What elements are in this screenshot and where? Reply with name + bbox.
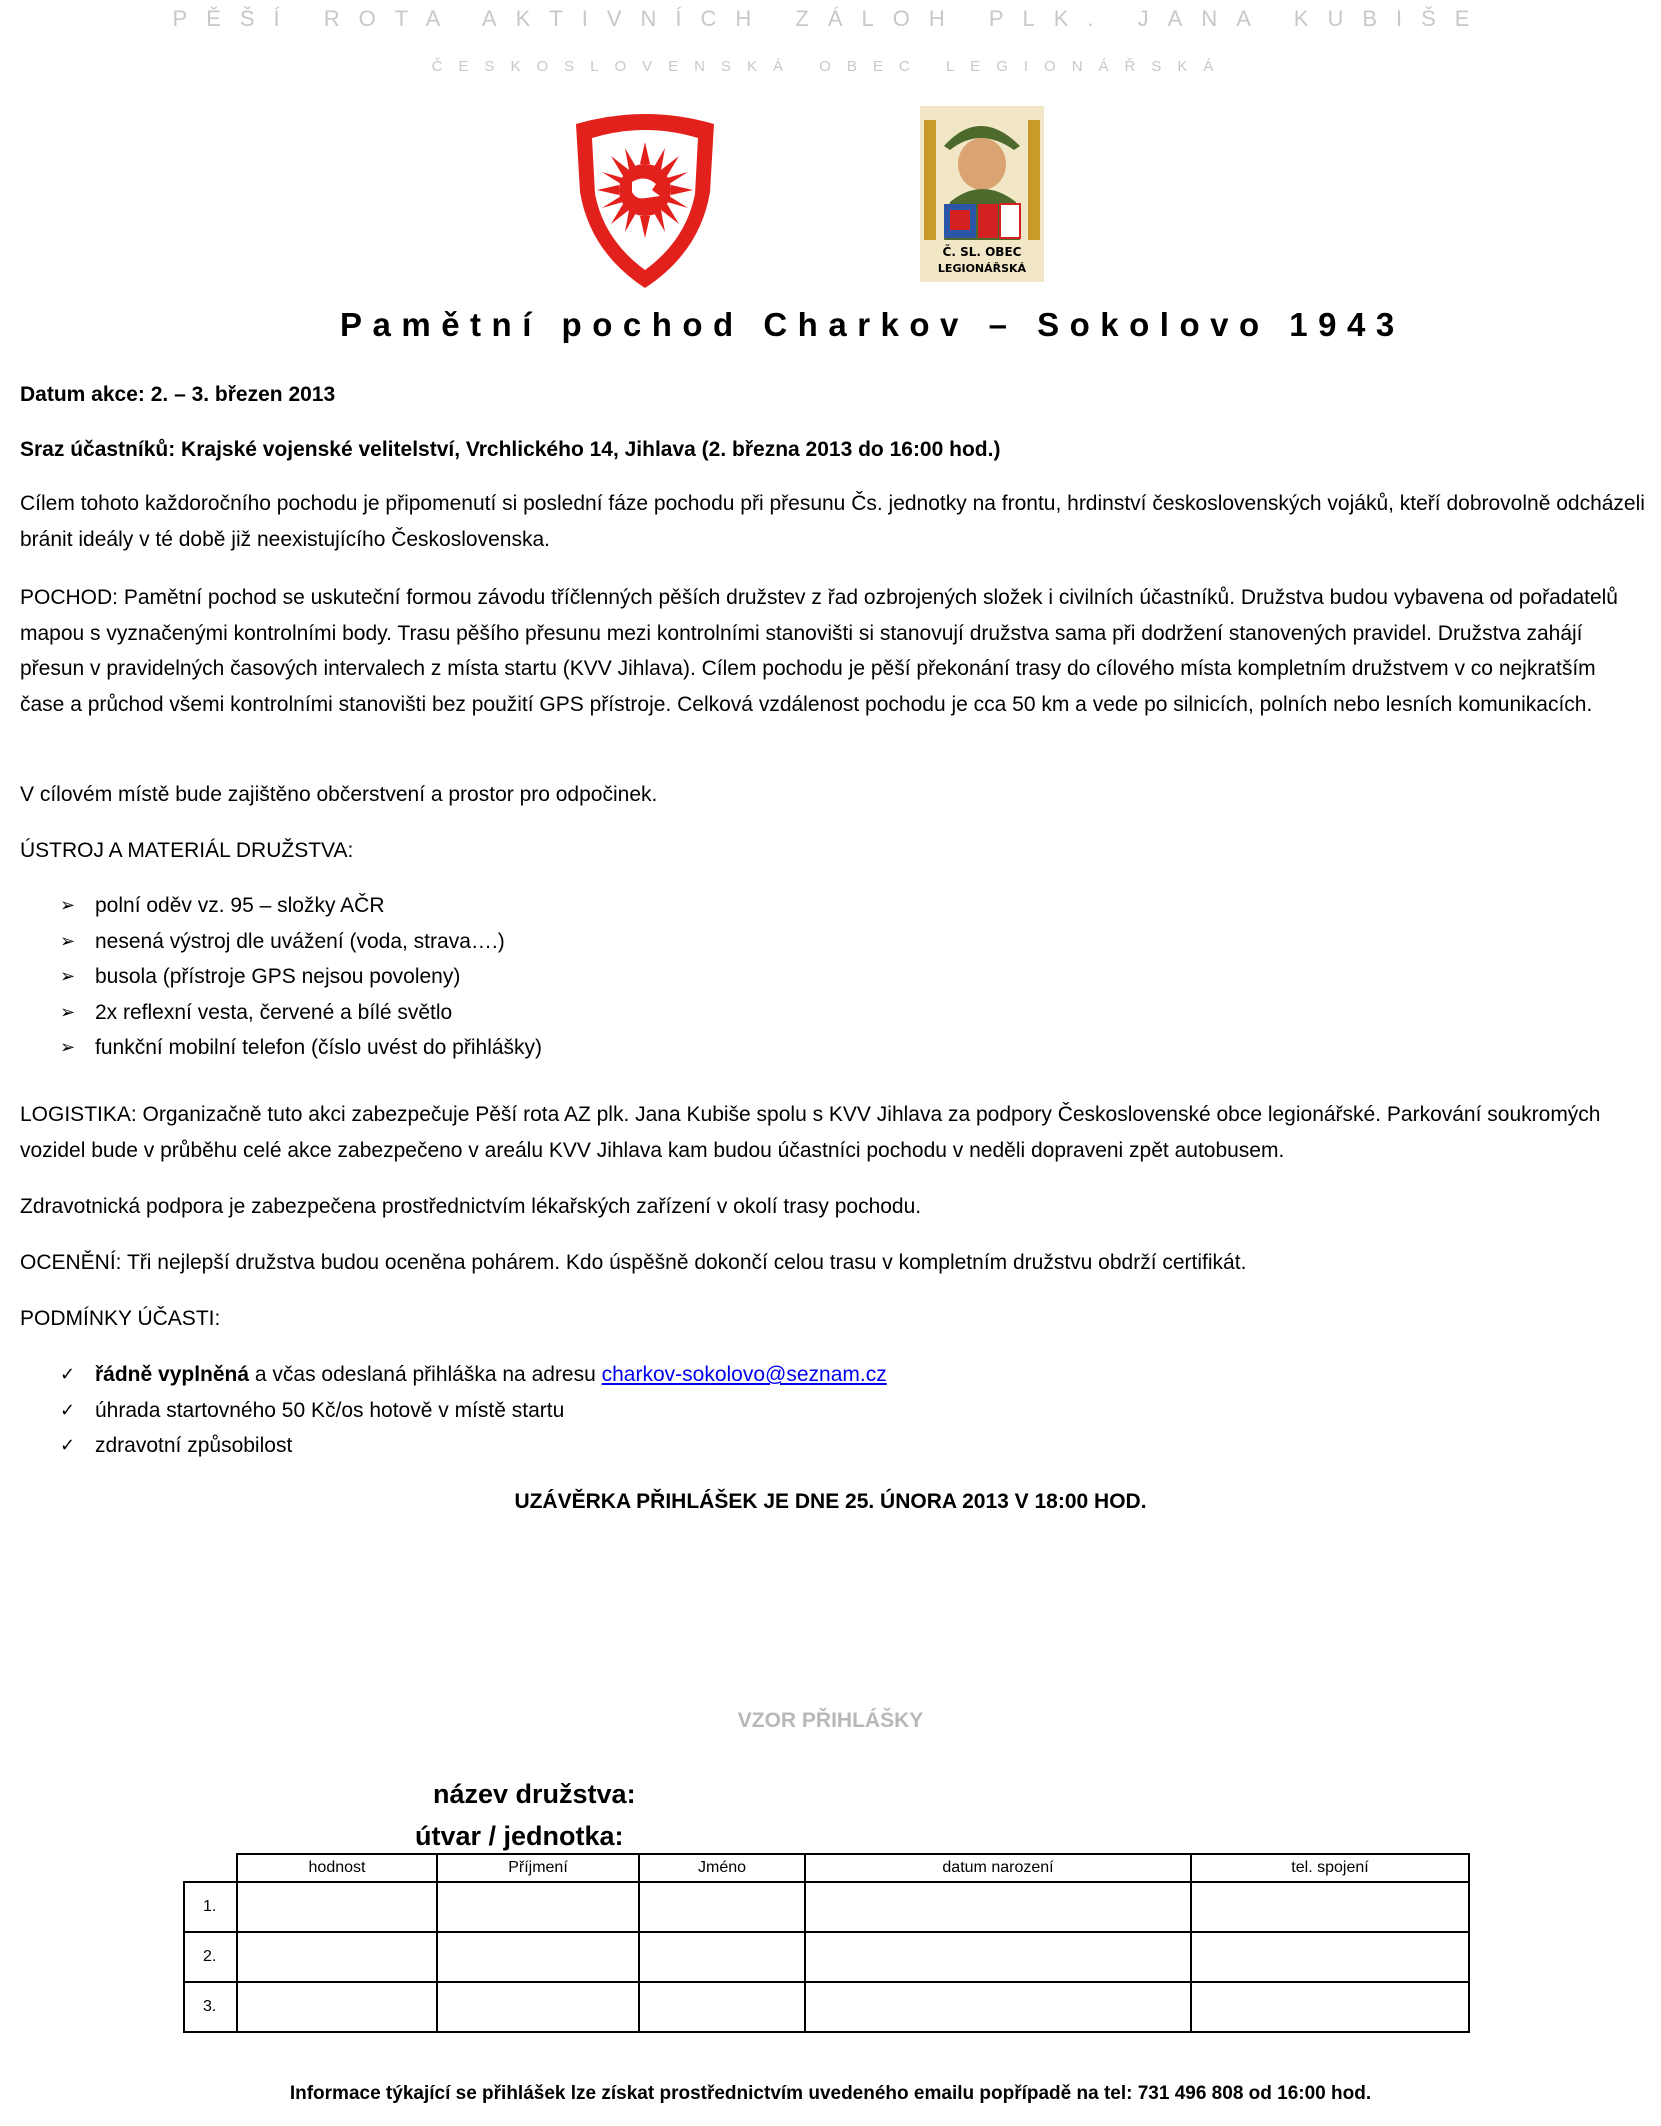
unit-label: útvar / jednotka: [415,1821,624,1851]
row-number: 2. [184,1932,237,1982]
list-item: ✓ řádně vyplněná a včas odeslaná přihláška na adresu charkov-sokolovo@seznam.cz [60,1357,887,1393]
row-number: 1. [184,1882,237,1932]
intro-paragraph: Cílem tohoto každoročního pochodu je připomenutí si poslední fáze pochodu při přesunu Čs. jednotky na frontu, hrdinství československých vojáků, kteří dobrovolně odcházeli bránit ideály v té době již neexistujícího Československa. [20,492,1645,551]
conditions-heading: PODMÍNKY ÚČASTI: [20,1307,221,1330]
cell-input[interactable] [437,1882,639,1932]
check-icon: ✓ [60,1435,76,1455]
cell-input[interactable] [805,1932,1191,1982]
cell-input[interactable] [639,1932,805,1982]
list-item: ➢ nesená výstroj dle uvážení (voda, strava….) [60,924,542,960]
cell-input[interactable] [1191,1882,1469,1932]
cell-input[interactable] [639,1882,805,1932]
cell-input[interactable] [437,1982,639,2032]
table-row [184,1882,1469,1932]
cell-input[interactable] [237,1882,437,1932]
cell-input[interactable] [805,1982,1191,2032]
row-number: 3. [184,1982,237,2032]
equipment-list [60,888,542,1066]
table-row [184,1932,1469,1982]
conditions-list [60,1357,887,1464]
col-hodnost: hodnost [237,1854,437,1882]
check-icon: ✓ [60,1364,76,1384]
list-item: ➢ polní oděv vz. 95 – složky AČR [60,888,542,924]
team-name-label: název družstva: [433,1779,636,1809]
email-link[interactable]: charkov-sokolovo@seznam.cz [601,1363,887,1386]
table-row [184,1982,1469,2032]
col-tel-spojeni: tel. spojení [1191,1854,1469,1882]
list-item: ➢ 2x reflexní vesta, červené a bílé světlo [60,995,542,1031]
arrow-bullet-icon: ➢ [60,1001,76,1022]
logo-text-line2: LEGIONÁŘSKÁ [937,262,1027,275]
legionnaire-logo [920,106,1044,282]
table-header-row [184,1854,1469,1882]
col-jmeno: Jméno [639,1854,805,1882]
event-date: Datum akce: 2. – 3. březen 2013 [20,383,336,406]
registration-table [183,1853,1470,2033]
equipment-heading: ÚSTROJ A MATERIÁL DRUŽSTVA: [20,839,354,862]
footer-info: Informace týkající se přihlášek lze získat prostřednictvím uvedeného emailu popřípadě na tel: 731 496 808 od 16:00 hod. [289,2083,1372,2104]
cell-input[interactable] [805,1882,1191,1932]
list-item: ✓ úhrada startovného 50 Kč/os hotově v místě startu [60,1393,887,1429]
arrow-bullet-icon: ➢ [60,1037,76,1057]
header-org-name: PĚŠÍ ROTA AKTIVNÍCH ZÁLOH PLK. JANA KUBIŠE [172,6,1489,31]
logistika-paragraph: LOGISTIKA: Organizačně tuto akci zabezpečuje Pěší rota AZ plk. Jana Kubiše spolu s KVV Jihlava za podpory Československé obce legionářské. Parkování soukromých vozidel bude v průběhu celé akce zabezpečeno v areálu KVV Jihlava kam budou účastníci pochodu v neděli dopraveni zpět autobusem. [20,1103,1601,1162]
refreshment-paragraph: V cílovém místě bude zajištěno občerstvení a prostor pro odpočinek. [20,783,658,806]
header-org-subtitle: ČESKOSLOVENSKÁ OBEC LEGIONÁŘSKÁ [431,58,1230,75]
deadline-notice: UZÁVĚRKA PŘIHLÁŠEK JE DNE 25. ÚNORA 2013 V 18:00 HOD. [514,1490,1147,1513]
cell-input[interactable] [437,1932,639,1982]
cell-input[interactable] [237,1932,437,1982]
medical-paragraph: Zdravotnická podpora je zabezpečena prostřednictvím lékařských zařízení v okolí trasy pochodu. [20,1195,922,1218]
cell-input[interactable] [639,1982,805,2032]
arrow-bullet-icon: ➢ [60,966,76,986]
award-paragraph: OCENĚNÍ: Tři nejlepší družstva budou oceněna pohárem. Kdo úspěšně dokončí celou trasu v kompletním družstvu obdrží certifikát. [20,1251,1247,1274]
col-prijmeni: Příjmení [437,1854,639,1882]
meeting-point: Sraz účastníků: Krajské vojenské velitelství, Vrchlického 14, Jihlava (2. března 2013 do 16:00 hod.) [20,438,1001,461]
form-heading: VZOR PŘIHLÁŠKY [737,1709,924,1732]
red-shield-logo [570,112,720,290]
cell-input[interactable] [1191,1982,1469,2032]
col-datum-narozeni: datum narození [805,1854,1191,1882]
list-item: ➢ busola (přístroje GPS nejsou povoleny) [60,959,542,995]
pochod-paragraph: POCHOD: Pamětní pochod se uskuteční formou závodu tříčlenných pěších družstev z řad ozbrojených složek i civilních účastníků. Družstva budou vybavena od pořadatelů mapou s vyznačenými kontrolními body. Trasu pěšího přesunu mezi kontrolními stanovišti si stanovují družstva sama při dodržení stanovených pravidel. Družstva zahájí přesun v pravidelných časových intervalech z místa startu (KVV Jihlava). Cílem pochodu je pěší překonání trasy do cílového místa kompletním družstvem v co nejkratším čase a průchod všemi kontrolními stanovišti bez použití GPS přístroje. Celková vzdálenost pochodu je cca 50 km a vede po silnicích, polních nebo lesních komunikacích. [20,586,1618,716]
arrow-bullet-icon: ➢ [60,930,76,951]
list-item: ✓ zdravotní způsobilost [60,1428,887,1464]
logo-text-line1: Č. SL. OBEC [942,245,1022,259]
cell-input[interactable] [237,1982,437,2032]
check-icon: ✓ [60,1399,76,1420]
cell-input[interactable] [1191,1932,1469,1982]
arrow-bullet-icon: ➢ [60,895,76,915]
page-title: Pamětní pochod Charkov – Sokolovo 1943 [340,306,1405,343]
list-item: ➢ funkční mobilní telefon (číslo uvést do přihlášky) [60,1030,542,1066]
